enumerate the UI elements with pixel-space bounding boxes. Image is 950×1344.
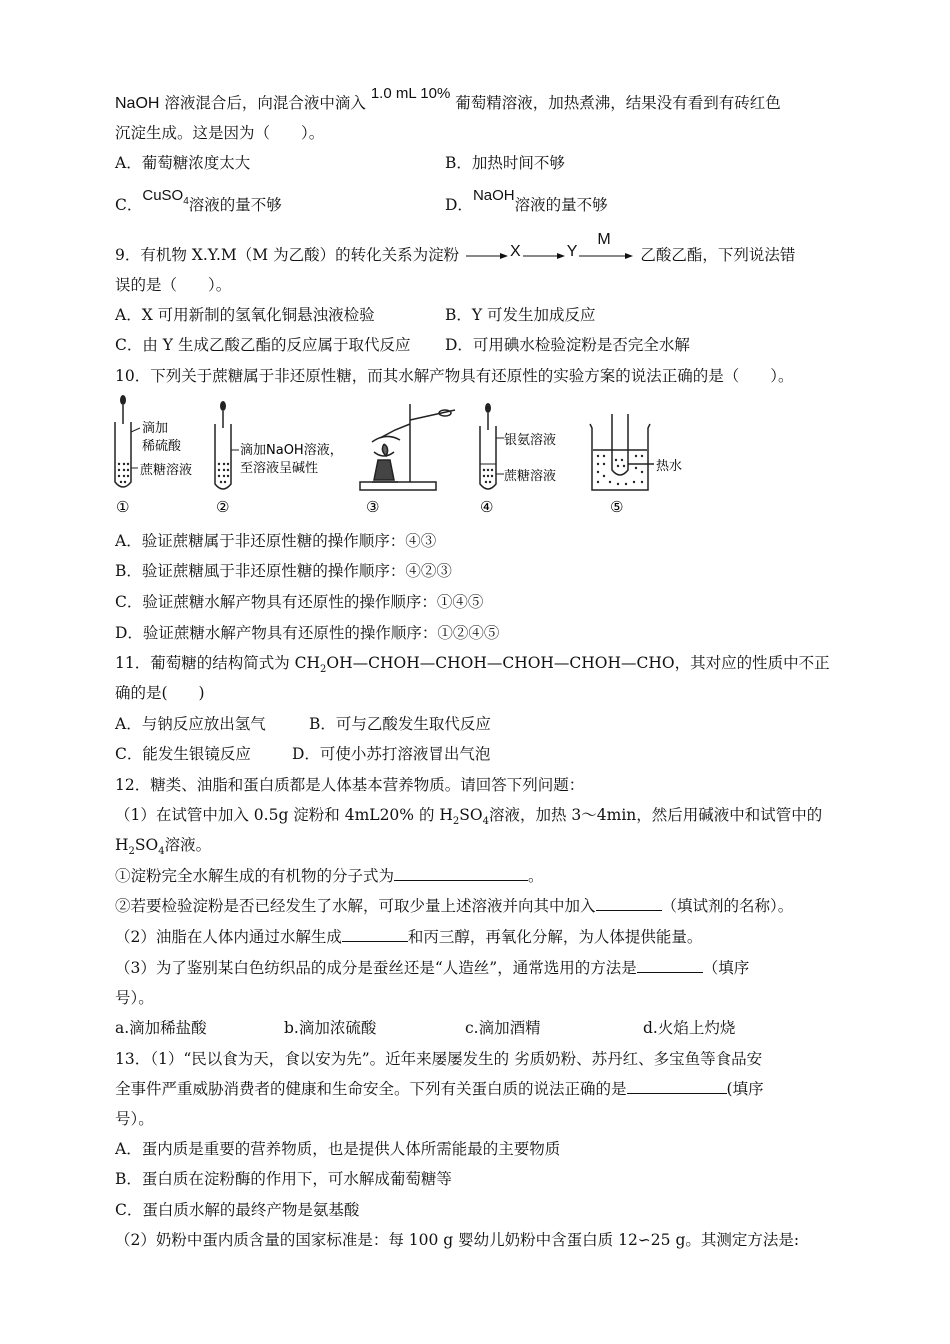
circle-num-1: ① — [116, 498, 130, 516]
q8-option-d-text: 溶液的量不够 — [514, 196, 608, 214]
q9-arrow-3 — [577, 250, 635, 262]
q13-option-a: A．蛋内质是重要的营养物质，也是提供人体所需能最的主要物质 — [115, 1140, 561, 1158]
label-5: 热水 — [656, 459, 683, 474]
answer-blank[interactable] — [342, 927, 408, 942]
label-2a: 滴加NaOH溶液， — [240, 443, 343, 458]
q12-option-a: a.滴加稀盐酸 — [115, 1019, 207, 1037]
q9-m: M — [597, 231, 611, 248]
label-1c: 蔗糖溶液 — [140, 463, 193, 478]
q12-stem: 12．糖类、油脂和蛋白质都是人体基本营养物质。请回答下列问题： — [115, 776, 585, 794]
q8-option-d-label: D． — [445, 196, 473, 214]
q11-option-b: B．可与乙酸发生取代反应 — [309, 715, 491, 733]
q12-part3-line2: 号）。 — [115, 989, 154, 1007]
q11-option-c: C．能发生银镜反应 — [115, 745, 251, 763]
q10-stem: 10．下列关于蔗糖属于非还原性糖，而其水解产物具有还原性的实验方案的说法正确的是（ ）。 — [115, 367, 794, 385]
q8-line2: 沉淀生成。这是因为（ ）。 — [115, 124, 325, 142]
q11-text2: OH—CHOH—CHOH—CHOH—CHOH—CHO，其对应的性质中不正 — [326, 654, 830, 672]
label-1b: 稀硫酸 — [142, 439, 182, 454]
q9-line2: 误的是（ ）。 — [115, 276, 232, 294]
q9-option-c: C．由 Y 生成乙酸乙酯的反应属于取代反应 — [115, 336, 411, 354]
label-1a: 滴加 — [142, 421, 169, 436]
apparatus-3-burner-stand — [360, 404, 455, 490]
q8-option-d-formula: NaOH — [472, 187, 515, 204]
q9-option-a: A．X 可用新制的氢氧化铜悬浊液检验 — [115, 306, 375, 324]
q9-line1 — [115, 231, 796, 267]
apparatus-4-test-tube — [480, 403, 504, 489]
apparatus-2-test-tube — [215, 401, 239, 489]
answer-blank[interactable] — [596, 896, 662, 911]
q10-option-d: D．验证蔗糖水解产物具有还原性的操作顺序：①②④⑤ — [115, 624, 500, 642]
q9-x: X — [510, 243, 521, 260]
q8-text1: 溶液混合后，向混合液中滴入 — [164, 94, 366, 112]
q13-part2: （2）奶粉中蛋内质含量的国家标准是：每 100 g 婴幼儿奶粉中含蛋白质 12∽25 g。其测定方法是: — [115, 1231, 800, 1249]
q12-part1-line1: （1）在试管中加入 0.5g 淀粉和 4mL20% 的 $H_2SO_4$溶液，加热 3～4min，然后用碱液中和试管中的 — [115, 806, 823, 828]
q12-option-d: d.火焰上灼烧 — [643, 1019, 736, 1037]
q13-option-c: C．蛋白质水解的最终产物是氨基酸 — [115, 1201, 360, 1219]
q11-sub: 2 — [320, 664, 327, 676]
q8-option-c-label: C． — [115, 196, 143, 214]
circle-num-4: ④ — [480, 498, 494, 516]
q8-option-b: B．加热时间不够 — [445, 154, 565, 172]
q9-arrow-2 — [521, 250, 567, 262]
q9-option-d: D．可用碘水检验淀粉是否完全水解 — [445, 336, 690, 354]
q8-option-d — [445, 187, 608, 217]
circle-num-5: ⑤ — [610, 498, 624, 516]
q12-option-c: c.滴加酒精 — [465, 1019, 541, 1037]
q10-option-a: A．验证蔗糖属于非还原性糖的操作顺序：④③ — [115, 532, 437, 550]
circle-num-3: ③ — [366, 498, 380, 516]
q8-option-c-formula: CuSO$_4$ — [142, 187, 189, 207]
q13-option-b: B．蛋白质在淀粉酶的作用下，可水解成葡萄糖等 — [115, 1170, 452, 1188]
label-4b: 蔗糖溶液 — [504, 469, 557, 484]
q8-option-a: A．葡萄糖浓度太大 — [115, 154, 251, 172]
q10-figure — [110, 394, 710, 518]
label-4a: 银氨溶液 — [504, 433, 557, 448]
q8-option-c — [115, 187, 282, 223]
q12-sub2: ②若要检验淀粉是否已经发生了水解，可取少量上述溶液并向其中加入 （填试剂的名称）。 — [115, 897, 794, 915]
q8-text2: 葡萄精溶液，加热煮沸，结果没有看到有砖红色 — [455, 94, 781, 112]
q8-naoh: NaOH — [115, 95, 160, 112]
apparatus-1-test-tube — [115, 395, 140, 487]
q11-text1: 11．葡萄糖的结构简式为 CH — [115, 654, 321, 672]
q11-option-d: D．可使小苏打溶液冒出气泡 — [292, 745, 491, 763]
label-2b: 至溶液呈碱性 — [240, 461, 319, 476]
q9-option-b: B．Y 可发生加成反应 — [445, 306, 596, 324]
q9-y: Y — [566, 243, 578, 260]
q12-part2: （2）油脂在人体内通过水解生成 和丙三醇，再氧化分解，为人体提供能量。 — [115, 928, 703, 946]
q8-line1 — [115, 85, 781, 115]
beaker-water-dots — [597, 455, 643, 485]
q13-line2: 全事件严重威胁消费者的健康和生命安全。下列有关蛋白质的说法正确的是 (填序 — [115, 1080, 764, 1098]
q10-option-b: B．验证蔗糖風于非还原性糖的操作顺序：④②③ — [115, 562, 452, 580]
circle-num-2: ② — [216, 498, 230, 516]
q12-part3-line1: （3）为了鉴别某白色纺织品的成分是蚕丝还是“人造丝”，通常选用的方法是 （填序 — [115, 959, 750, 977]
q9-text2: 乙酸乙酯，下列说法错 — [640, 246, 796, 264]
q9-arrow-m — [577, 231, 635, 267]
answer-blank[interactable] — [627, 1079, 727, 1094]
apparatus-5-water-bath — [590, 414, 654, 490]
q9-arrow-1 — [464, 250, 510, 262]
q11-line2: 确的是( ) — [115, 684, 205, 702]
q11-option-a: A．与钠反应放出氢气 — [115, 715, 266, 733]
q13-line1: 13．（1）“民以食为天，食以安为先”。近年来屡屡发生的 劣质奶粉、苏丹红、多宝鱼等食品安 — [115, 1050, 763, 1068]
q8-conc: 1.0 mL 10% — [370, 85, 451, 102]
q10-option-c: C．验证蔗糖水解产物具有还原性的操作顺序：①④⑤ — [115, 593, 484, 611]
q12-part1-line2: $H_2SO_4$溶液。 — [115, 836, 212, 858]
q12-option-b: b.滴加浓硫酸 — [284, 1019, 377, 1037]
q8-option-c-text: 溶液的量不够 — [188, 196, 282, 214]
answer-blank[interactable] — [637, 958, 703, 973]
answer-blank[interactable] — [394, 866, 528, 881]
q9-text1: 9．有机物 X.Y.M（M 为乙酸）的转化关系为淀粉 — [115, 246, 460, 264]
q11-line1 — [115, 652, 830, 681]
q12-sub1: ①淀粉完全水解生成的有机物的分子式为 。 — [115, 867, 544, 885]
q13-line3: 号）。 — [115, 1110, 154, 1128]
